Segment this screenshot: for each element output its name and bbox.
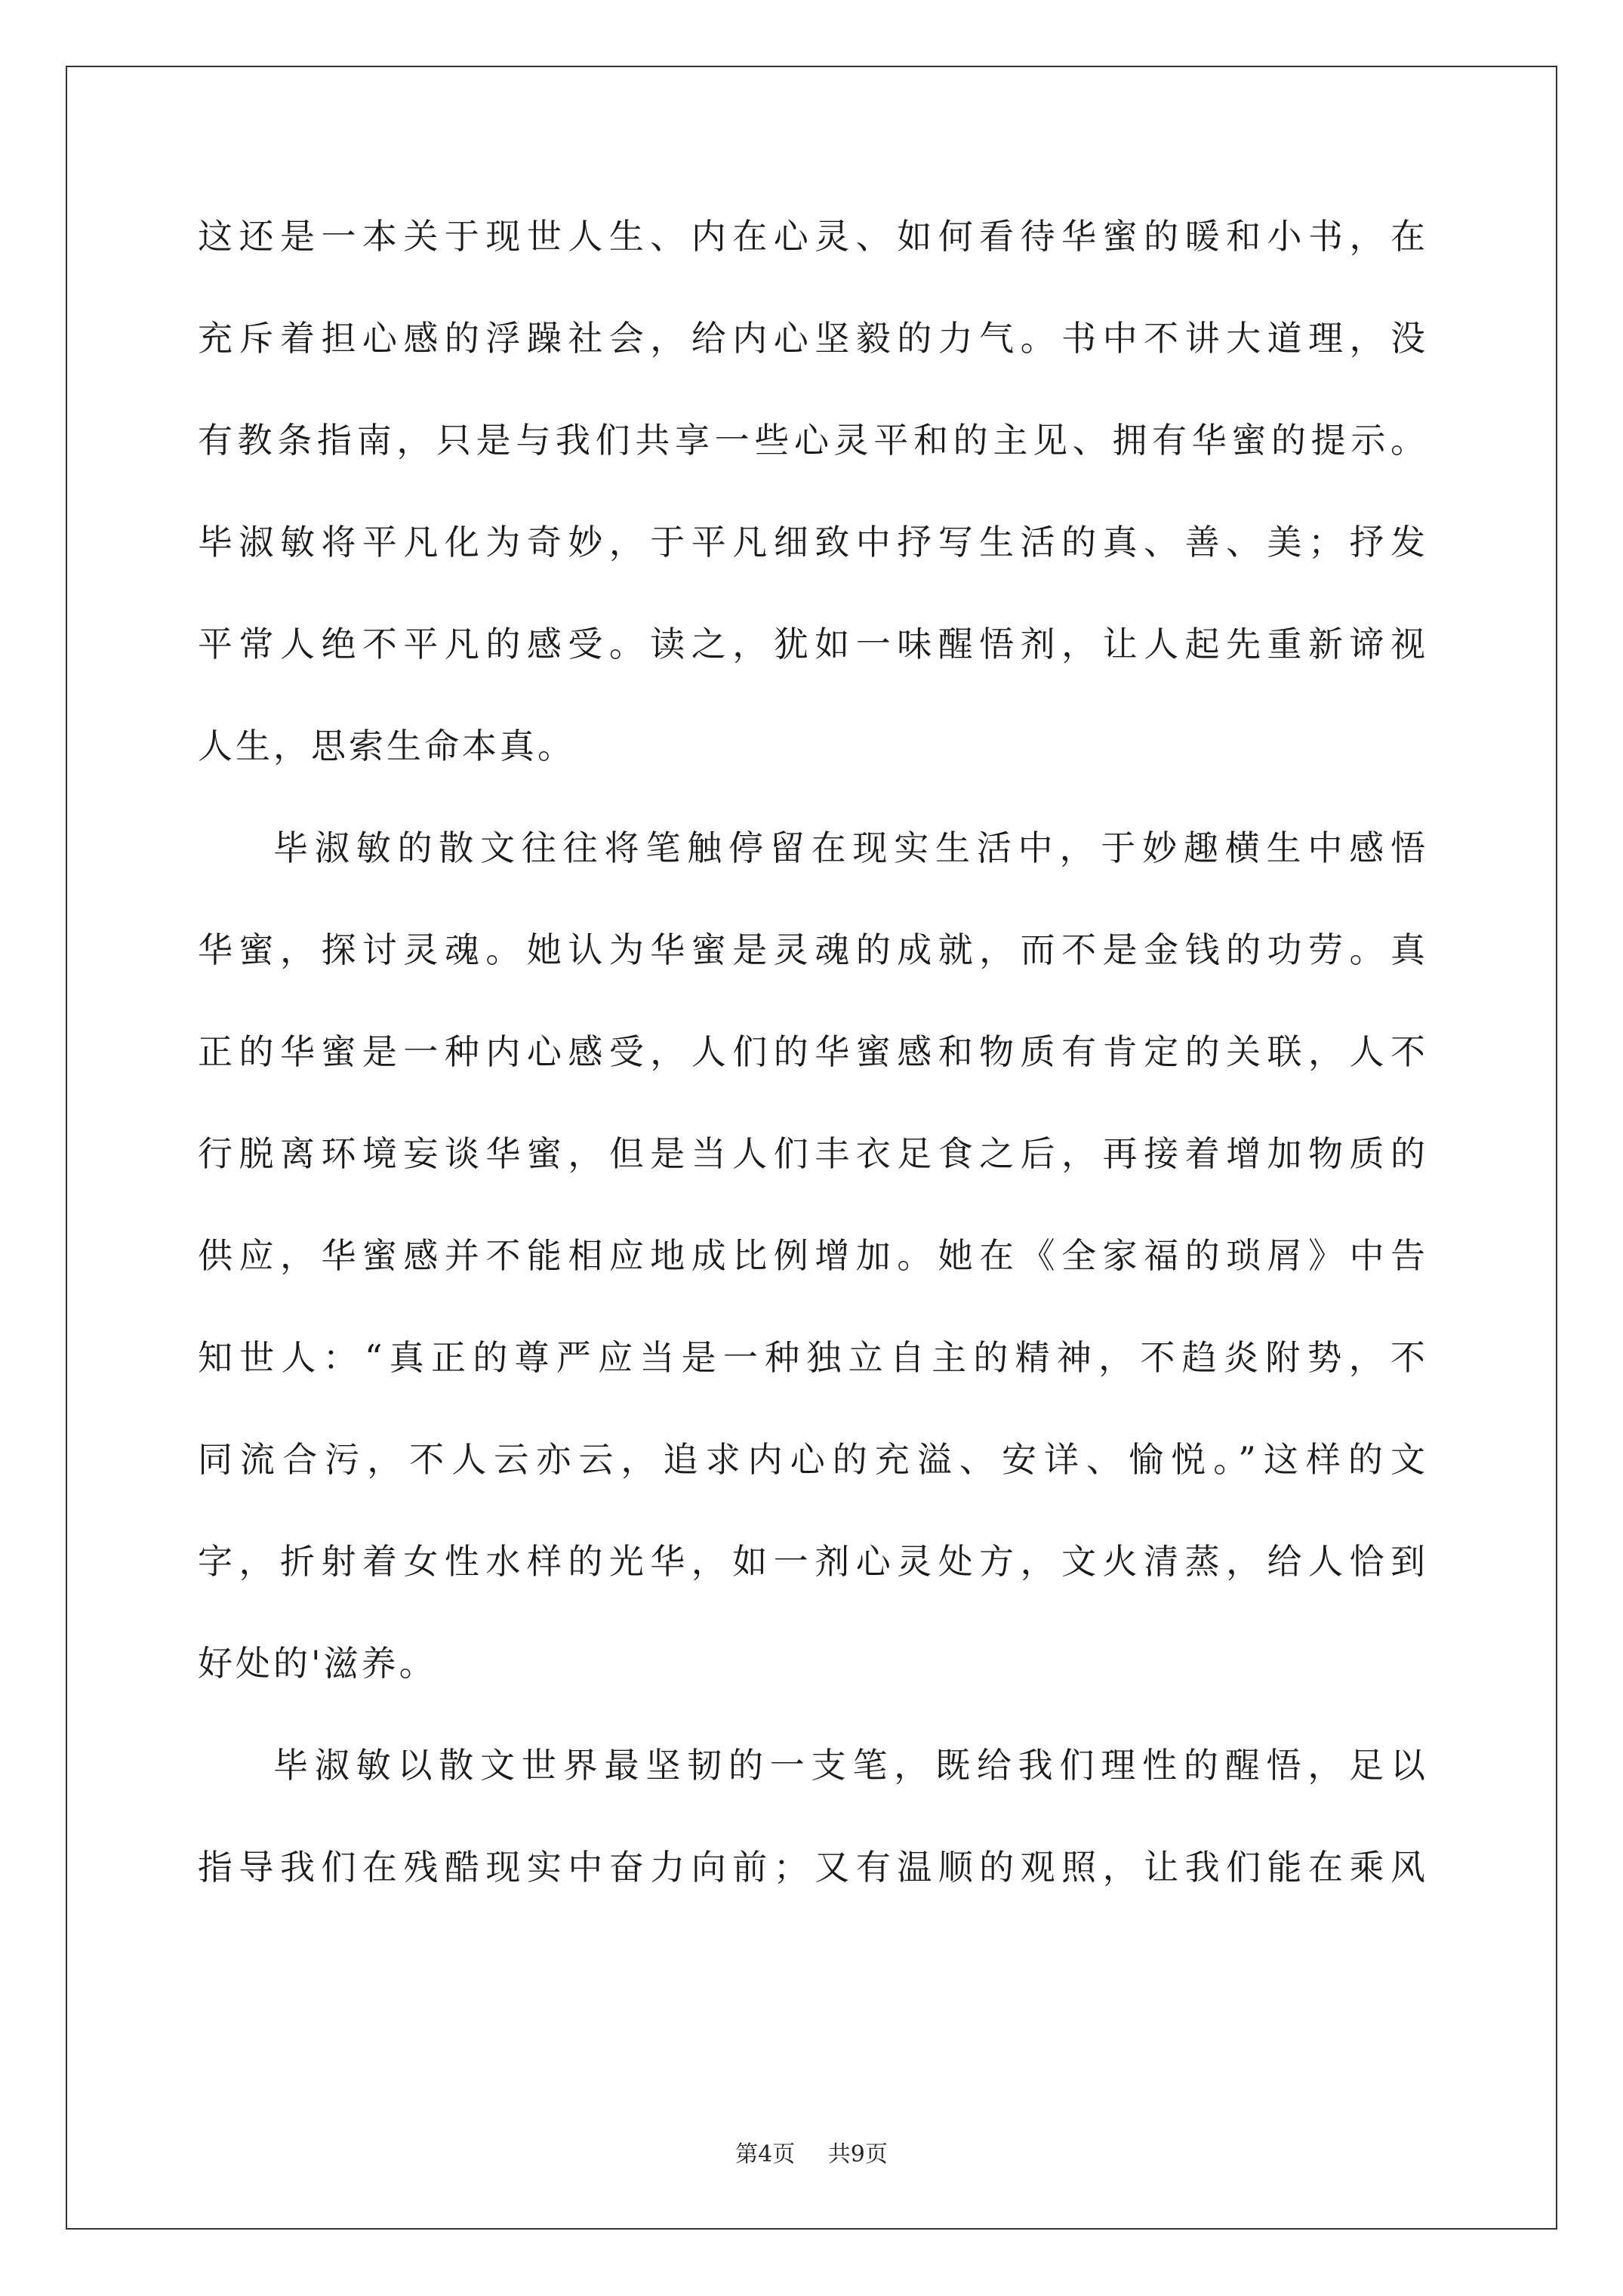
text-line: 充斥着担心感的浮躁社会，给内心坚毅的力气。书中不讲大道理，没	[198, 318, 1428, 359]
text-line: 好处的'滋养。	[198, 1643, 437, 1684]
text-line: 平常人绝不平凡的感受。读之，犹如一味醒悟剂，让人起先重新谛视	[198, 624, 1428, 664]
page-number: 第4页	[735, 2141, 796, 2168]
text-line: 有教条指南，只是与我们共享一些心灵平和的主见、拥有华蜜的提示。	[198, 420, 1428, 461]
text-line: 供应，华蜜感并不能相应地成比例增加。她在《全家福的琐屑》中告	[198, 1235, 1428, 1276]
text-line: 人生，思索生命本真。	[198, 726, 575, 766]
page-total: 共9页	[827, 2141, 888, 2168]
text-line: 正的华蜜是一种内心感受，人们的华蜜感和物质有肯定的关联，人不	[198, 1031, 1428, 1072]
text-line: 同流合污，不人云亦云，追求内心的充溢、安详、愉悦。”这样的文	[198, 1439, 1428, 1480]
text-line: 字，折射着女性水样的光华，如一剂心灵处方，文火清蒸，给人恰到	[198, 1541, 1428, 1582]
text-line: 知世人：“真正的尊严应当是一种独立自主的精神，不趋炎附势，不	[198, 1337, 1428, 1378]
text-line: 这还是一本关于现世人生、内在心灵、如何看待华蜜的暖和小书，在	[198, 216, 1428, 257]
page-footer	[0, 2140, 1623, 2170]
text-line: 行脱离环境妄谈华蜜，但是当人们丰衣足食之后，再接着增加物质的	[198, 1133, 1428, 1174]
text-line-indented: 毕淑敏以散文世界最坚韧的一支笔，既给我们理性的醒悟，足以	[273, 1745, 1428, 1786]
document-body	[198, 210, 1428, 1943]
text-line: 指导我们在残酷现实中奋力向前；又有温顺的观照，让我们能在乘风	[198, 1847, 1428, 1888]
text-line-indented: 毕淑敏的散文往往将笔触停留在现实生活中，于妙趣横生中感悟	[273, 827, 1428, 868]
text-line: 华蜜，探讨灵魂。她认为华蜜是灵魂的成就，而不是金钱的功劳。真	[198, 929, 1428, 970]
text-line: 毕淑敏将平凡化为奇妙，于平凡细致中抒写生活的真、善、美；抒发	[198, 522, 1428, 562]
